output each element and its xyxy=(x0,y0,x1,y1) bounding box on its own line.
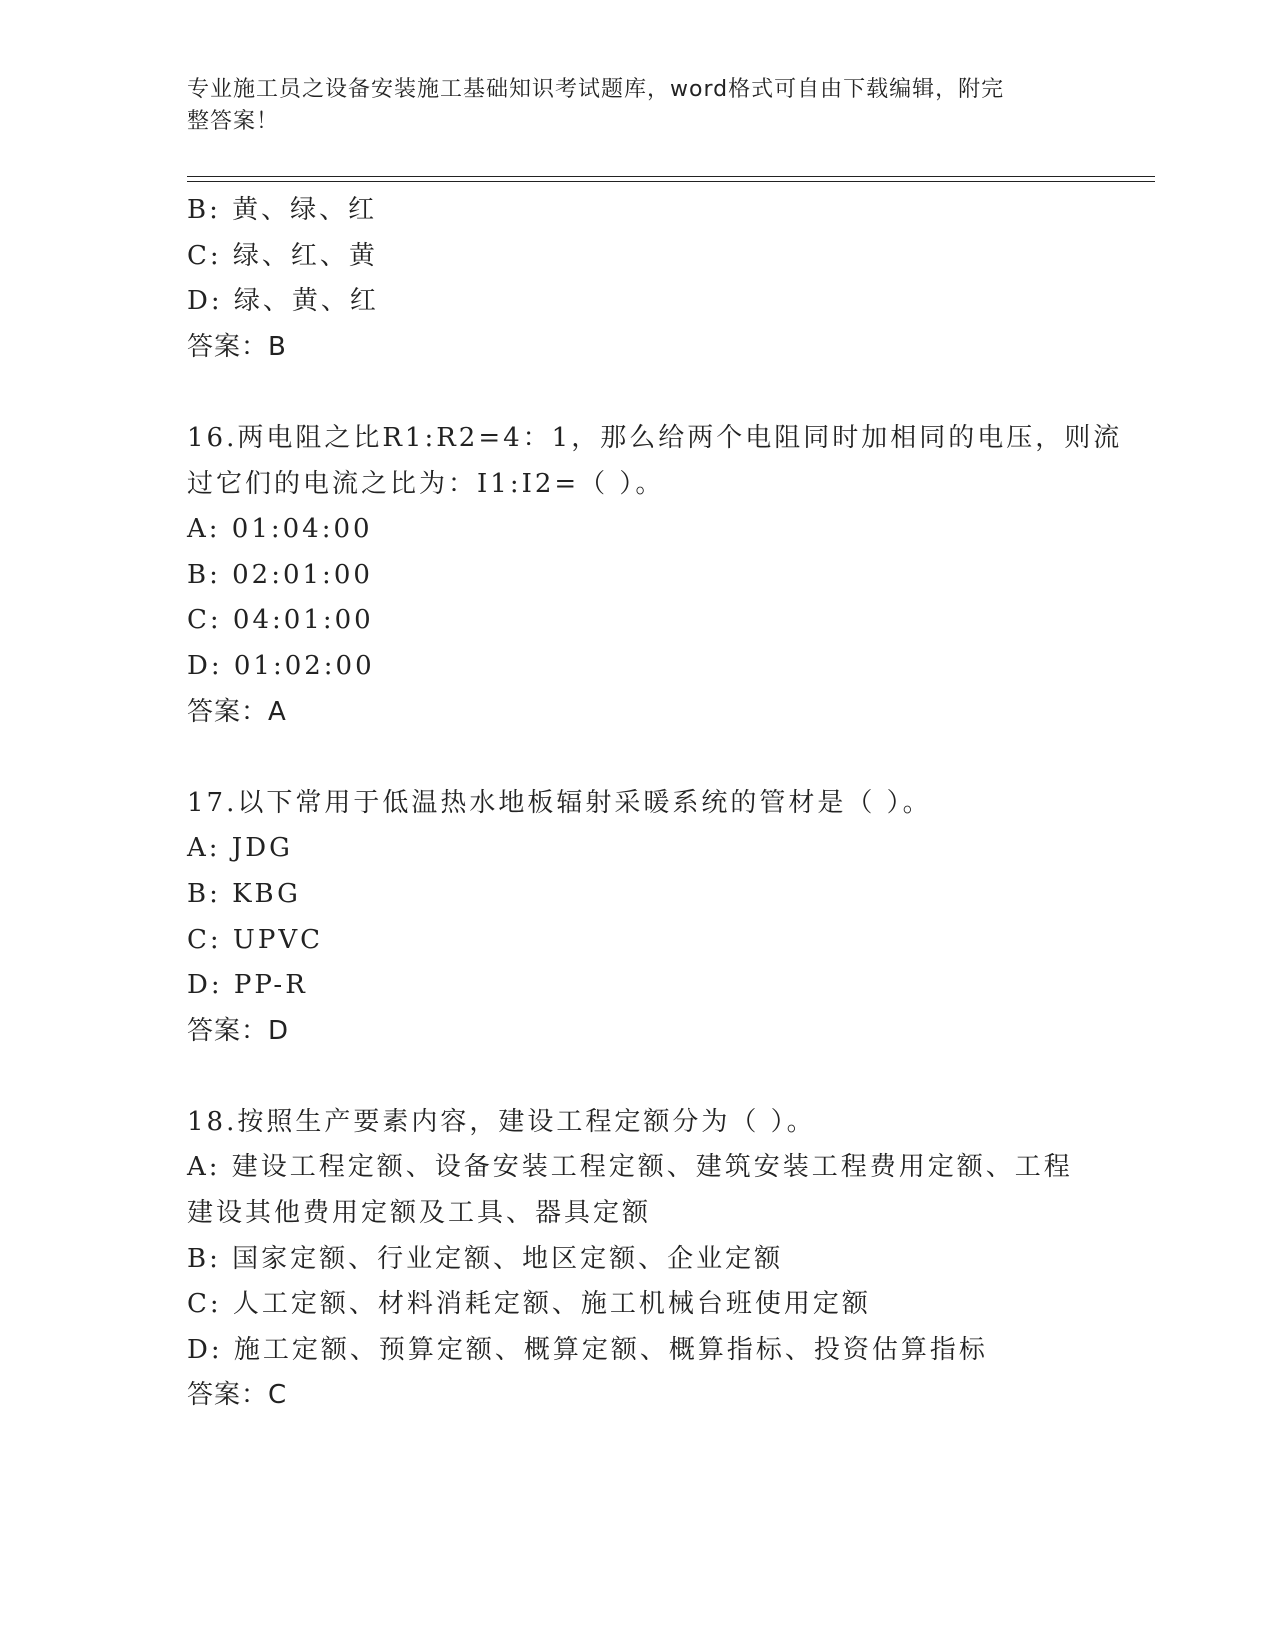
option-c: C: 人工定额、材料消耗定额、施工机械台班使用定额 xyxy=(187,1289,871,1320)
option-b: B: 黄、绿、红 xyxy=(187,195,378,225)
option-c: C: UPVC xyxy=(187,924,323,955)
option-a-cont: 建设其他费用定额及工具、器具定额 xyxy=(187,1198,652,1229)
header-divider-top xyxy=(187,176,1155,177)
option-d: D: 01:02:00 xyxy=(187,650,375,681)
option-c: C: 04:01:00 xyxy=(187,605,374,636)
question-list xyxy=(187,188,1123,1419)
option-d: D: 绿、黄、红 xyxy=(187,286,379,317)
option-a: A: 建设工程定额、设备安装工程定额、建筑安装工程费用定额、工程 xyxy=(187,1152,1073,1183)
question-15-block xyxy=(187,188,1087,370)
header-divider-bottom xyxy=(187,181,1155,182)
question-text-cont: 过它们的电流之比为：I1:I2=（ ）。 xyxy=(187,468,665,499)
question-text: 18.按照生产要素内容，建设工程定额分为（ ）。 xyxy=(187,1106,816,1137)
answer-line: 答案：D xyxy=(187,1015,290,1046)
header-line-2: 整答案！ xyxy=(187,109,280,134)
answer-line: 答案：A xyxy=(187,696,287,727)
option-d: D: 施工定额、预算定额、概算定额、概算指标、投资估算指标 xyxy=(187,1334,988,1365)
answer-line: 答案：C xyxy=(187,1380,288,1411)
option-a: A: 01:04:00 xyxy=(187,514,373,545)
question-text: 16.两电阻之比R1:R2=4：1，那么给两个电阻同时加相同的电压，则流 xyxy=(187,422,1123,453)
option-c: C: 绿、红、黄 xyxy=(187,240,378,271)
option-b: B: 国家定额、行业定额、地区定额、企业定额 xyxy=(187,1243,784,1274)
header-line-1: 专业施工员之设备安装施工基础知识考试题库，word格式可自由下载编辑，附完 xyxy=(187,77,1005,102)
document-header xyxy=(187,74,1087,138)
question-18-block xyxy=(187,1100,1087,1419)
question-text: 17.以下常用于低温热水地板辐射采暖系统的管材是（ ）。 xyxy=(187,787,932,818)
option-d: D: PP-R xyxy=(187,970,308,1001)
option-b: B: 02:01:00 xyxy=(187,559,373,590)
question-16-block xyxy=(187,416,1123,735)
option-b: B: KBG xyxy=(187,878,301,909)
option-a: A: JDG xyxy=(187,833,293,864)
question-17-block xyxy=(187,781,1087,1055)
answer-line: 答案：B xyxy=(187,331,287,362)
